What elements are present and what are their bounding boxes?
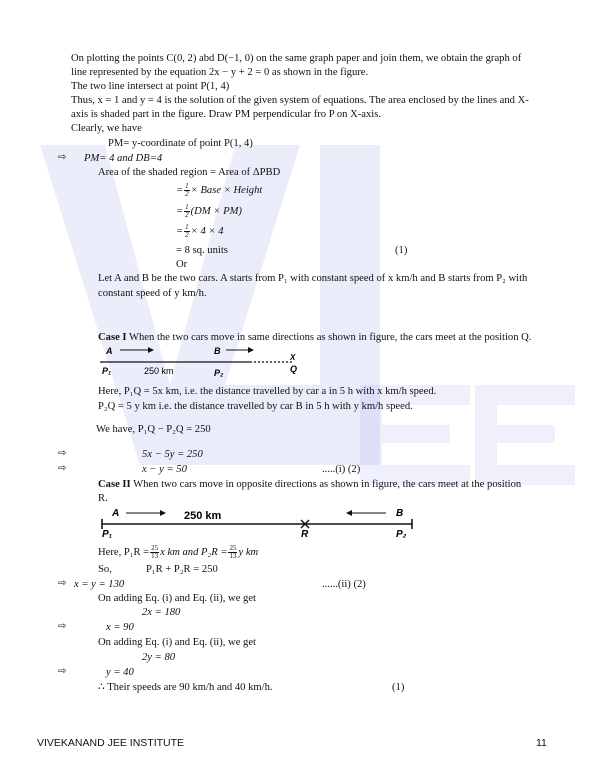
fraction: $\frac{25}{13}$: [229, 544, 237, 560]
body-line: ∴ Their speeds are 90 km/h and 40 km/h.: [98, 682, 273, 693]
meeting-point-x: X: [290, 353, 296, 362]
car-a-label: A: [106, 346, 113, 356]
body-line: Here, P₁Q = 5x km, i.e. the distance travelled by car a in 5 h with x km/h speed.: [98, 386, 437, 397]
body-line: R.: [98, 493, 108, 504]
body-line: We have, P₁Q − P₂Q = 250: [96, 424, 211, 435]
math-line: = $\frac{1}{2}$ (DM × PM): [176, 203, 242, 219]
p1-label: P₁: [102, 529, 113, 539]
math-line: y = 40: [106, 667, 134, 678]
case-heading: Case II When two cars move in opposite directions as shown in figure, the cars meet at the position: [98, 479, 522, 490]
body-line: Let A and B be the two cars. A starts from P₁ with constant speed of x km/h and B starts from P₂ with: [98, 273, 528, 284]
body-line: PM= 4 and DB=4: [84, 153, 163, 164]
page-number: 11: [536, 737, 547, 749]
body-line: axis is shaded part in the figure. Draw PM perpendicular fro P on X-axis.: [71, 109, 381, 120]
p1-label: P₁: [102, 366, 112, 376]
implies-arrow-icon: ⇨: [58, 578, 67, 589]
fraction: $\frac{1}{2}$: [185, 182, 189, 198]
body-line: So,: [98, 564, 112, 575]
distance-label: 250 km: [184, 510, 222, 522]
p2-label: P₂: [396, 529, 407, 539]
body-line: line represented by the equation 2x − y + 2 = 0 as shown in the figure.: [71, 67, 369, 78]
math-line: 2x = 180: [142, 607, 181, 618]
math-line: x − y = 50: [142, 464, 187, 475]
body-line: On adding Eq. (i) and Eq. (ii), we get: [98, 593, 256, 604]
math-line: x = y = 130: [74, 579, 125, 590]
p2-label: P₂: [214, 368, 224, 378]
q-label: Q: [290, 364, 298, 374]
body-line: The two line intersect at point P(1, 4): [71, 81, 230, 92]
math-line: 5x − 5y = 250: [142, 449, 203, 460]
math-line: = $\frac{1}{2}$ × Base × Height: [176, 182, 263, 198]
math-line: = $\frac{1}{2}$ × 4 × 4: [176, 223, 224, 239]
fraction: $\frac{25}{13}$: [151, 544, 159, 560]
body-line: Or: [176, 259, 188, 270]
implies-arrow-icon: ⇨: [58, 621, 67, 632]
body-line: PM= y-coordinate of point P(1, 4): [108, 138, 253, 149]
car-b-label: B: [214, 346, 221, 356]
body-line: On adding Eq. (i) and Eq. (ii), we get: [98, 637, 256, 648]
implies-arrow-icon: ⇨: [58, 463, 67, 474]
math-line: 2y = 80: [142, 652, 176, 663]
body-line: Here, P₁R = $\frac{25}{13}$ x km and P₂R = $\frac{25}{13}$ y km: [98, 544, 259, 560]
diagram-same-direction: [96, 344, 306, 380]
math-line: x = 90: [106, 622, 134, 633]
implies-arrow-icon: ⇨: [58, 152, 67, 163]
math-line: P₁R + P₂R = 250: [146, 564, 218, 575]
distance-label: 250 km: [144, 366, 174, 376]
body-line: P₂Q = 5 y km i.e. the distance travelled by car B in 5 h with y km/h speed.: [98, 401, 413, 412]
body-line: Clearly, we have: [71, 123, 142, 134]
body-line: constant speed of y km/h.: [98, 288, 207, 299]
body-line: Thus, x = 1 and y = 4 is the solution of the given system of equations. The area enclosed by the lines and X-: [71, 95, 529, 106]
diagram-opposite-direction: [96, 505, 422, 539]
marks: (1): [395, 245, 408, 256]
implies-arrow-icon: ⇨: [58, 666, 67, 677]
marks: ......(ii) (2): [322, 579, 366, 590]
body-line: Area of the shaded region = Area of ΔPBD: [98, 167, 281, 178]
case-heading: Case I When the two cars move in same directions as shown in figure, the cars meet at the position Q.: [98, 332, 532, 343]
car-b-label: B: [396, 508, 404, 519]
fraction: $\frac{1}{2}$: [185, 223, 189, 239]
car-a-label: A: [112, 508, 120, 519]
fraction: $\frac{1}{2}$: [185, 203, 189, 219]
math-line: = 8 sq. units: [176, 245, 228, 256]
marks: (1): [392, 682, 405, 693]
body-line: On plotting the points C(0, 2) abd D(−1, 0) on the same graph paper and join them, we obtain the graph of: [71, 53, 522, 64]
r-label: R: [301, 529, 309, 539]
implies-arrow-icon: ⇨: [58, 448, 67, 459]
marks: .....(i) (2): [322, 464, 361, 475]
footer-institute: VIVEKANAND JEE INSTITUTE: [37, 737, 185, 749]
